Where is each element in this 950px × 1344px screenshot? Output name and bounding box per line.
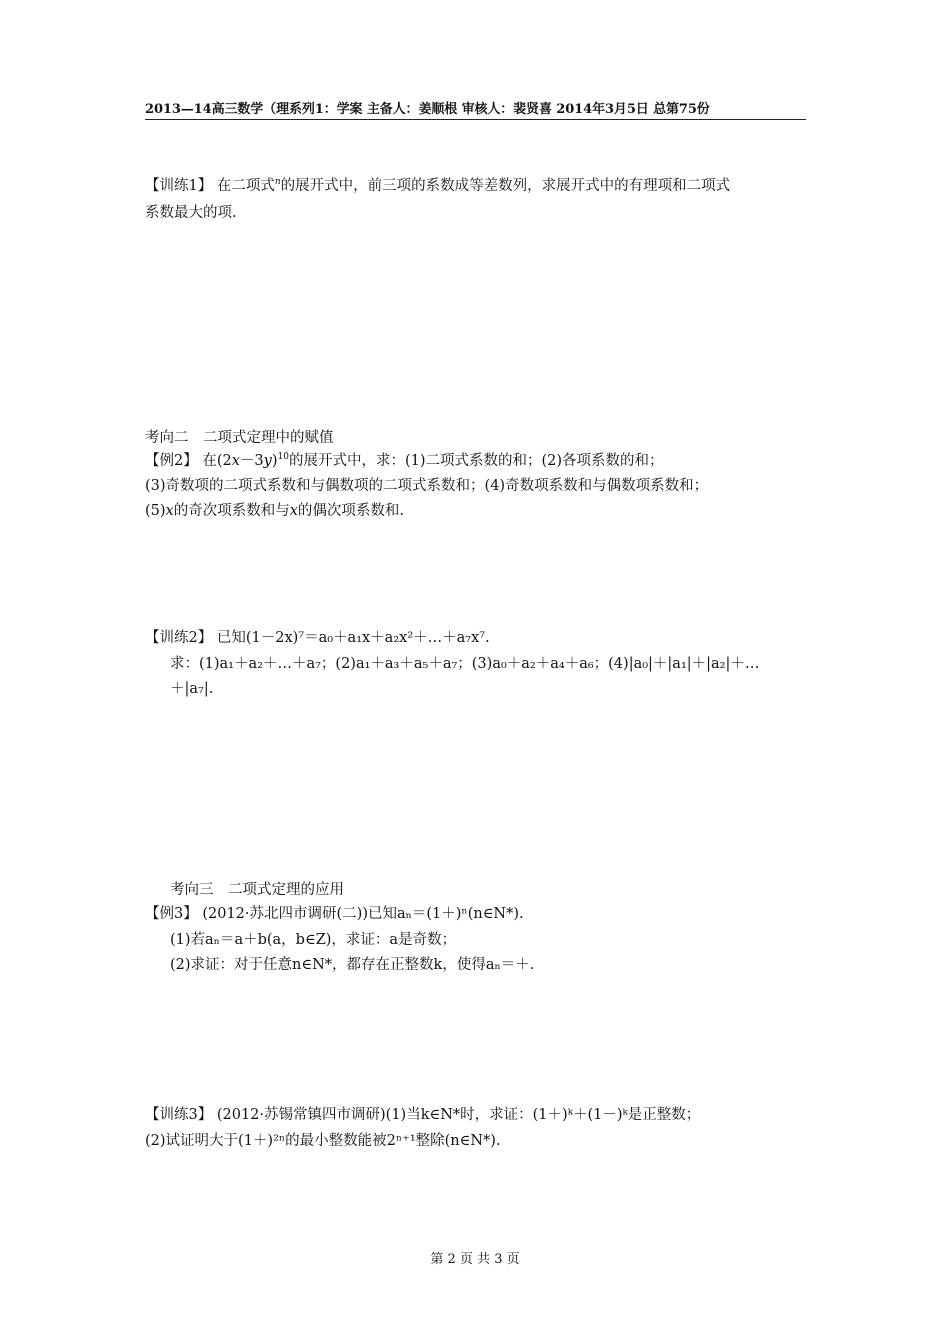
section2-title: 考向二 二项式定理中的赋值 <box>145 430 334 446</box>
training1-line2: 系数最大的项. <box>145 205 237 221</box>
example3-line3: (2)求证：对于任意n∈N*，都存在正整数k，使得aₙ＝＋. <box>170 957 535 973</box>
training3-line2: (2)试证明大于(1＋)²ⁿ的最小整数能被2ⁿ⁺¹整除(n∈N*). <box>145 1133 501 1149</box>
training3-line1: 【训练3】 (2012·苏锡常镇四市调研)(1)当k∈N*时，求证：(1＋)ᵏ＋(1－)ᵏ是正整数； <box>145 1107 701 1123</box>
example2-line1: 【例2】 在$(2x-3y)^{10}$的展开式中，求：(1)二项式系数的和；(2)各项系数的和； <box>145 452 664 469</box>
example2-line2: (3)奇数项的二项式系数和与偶数项的二项式系数和；(4)奇数项系数和与偶数项系数和； <box>145 478 709 494</box>
section3-title: 考向三 二项式定理的应用 <box>170 882 344 898</box>
example2-line3: (5)x的奇次项系数和与x的偶次项系数和. <box>145 503 405 519</box>
training1-line1: 【训练1】 在二项式$^n$的展开式中，前三项的系数成等差数列，求展开式中的有理项和二项式 <box>145 177 731 194</box>
example3-line1: 【例3】 (2012·苏北四市调研(二))已知aₙ＝(1＋)ⁿ(n∈N*). <box>145 906 524 922</box>
page-footer: 第 2 页 共 3 页 <box>430 1252 520 1267</box>
training2-line1: 【训练2】 已知(1－2x)⁷＝a₀＋a₁x＋a₂x²＋…＋a₇x⁷. <box>145 630 490 646</box>
training2-line3: ＋|a₇|. <box>170 681 214 697</box>
example3-line2: (1)若aₙ＝a＋b(a，b∈Z)，求证：a是奇数； <box>170 932 457 948</box>
training2-line2: 求：(1)a₁＋a₂＋…＋a₇；(2)a₁＋a₃＋a₅＋a₇；(3)a₀＋a₂＋a₄＋a₆；(4)|a₀|＋|a₁|＋|a₂|＋… <box>170 656 760 672</box>
page-header: 2013—14高三数学（理系列1：学案 主备人：姜顺根 审核人：裴贤喜 2014年3月5日 总第75份 <box>145 98 806 120</box>
